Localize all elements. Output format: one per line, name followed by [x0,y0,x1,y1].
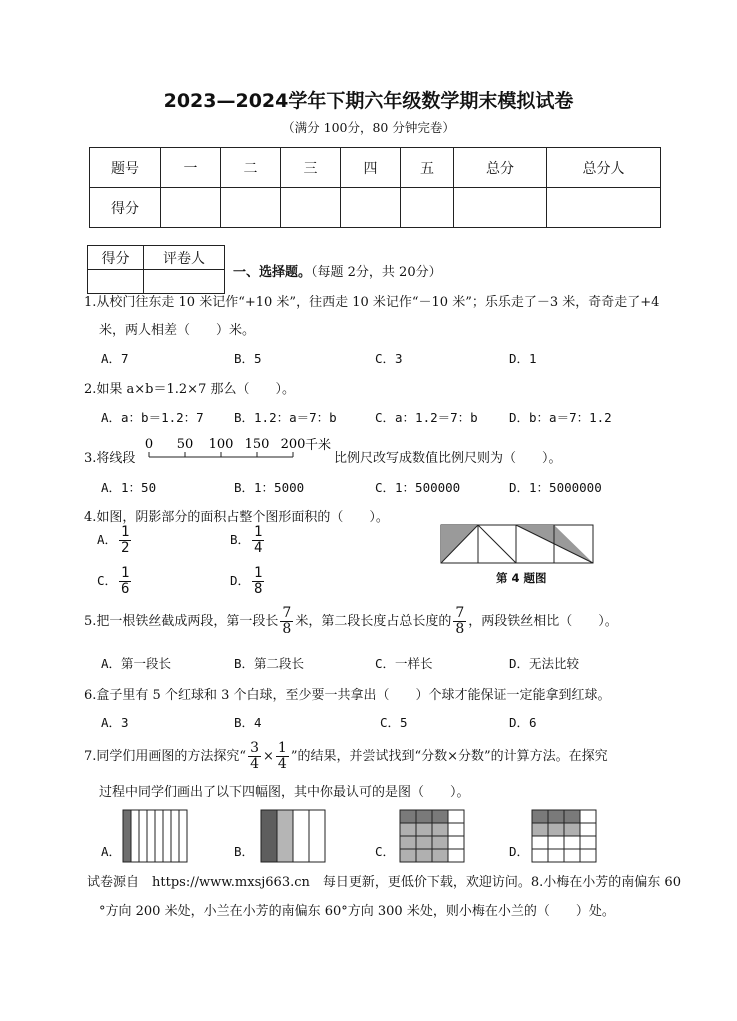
numerator: 1 [277,740,287,756]
score-blank[interactable] [454,188,547,228]
scale-label: 200 [280,437,306,452]
scale-bar [143,434,338,466]
q3-option-d[interactable]: D．1：5000000 [509,480,602,495]
scale-unit: 千米 [305,438,332,453]
q2-option-d[interactable]: D．b：a＝7：1.2 [509,410,612,425]
shaded-strip [277,810,293,862]
q6-option-a[interactable]: A．3 [101,715,129,730]
q3-option-b[interactable]: B．1：5000 [234,480,305,495]
q4-figure-caption: 第 4 题图 [496,571,547,585]
q3-option-c[interactable]: C．1：500000 [375,480,461,495]
option-letter: C． [97,573,118,588]
q5-option-d[interactable]: D．无法比较 [509,656,580,671]
q7-option-c[interactable]: C． [375,844,396,859]
score-cell: 三 [281,148,341,188]
numerator: 3 [250,740,259,756]
fraction [248,741,261,772]
score-blank[interactable] [341,188,401,228]
q5-text: 5.把一根铁丝截成两段，第一段长 [84,614,279,629]
numerator: 1 [254,565,263,581]
q1-line2: 米，两人相差（ ）米。 [99,323,256,338]
q6-option-d[interactable]: D．6 [509,715,537,730]
exam-subtitle: （满分 100分，80 分钟完卷） [282,120,455,135]
score-cell: 得分 [90,188,161,228]
q4-option-b[interactable] [230,525,266,556]
denominator: 4 [250,756,259,772]
numerator: 7 [455,605,465,621]
score-blank[interactable] [401,188,454,228]
q1-line1: 1.从校门往东走 10 米记作“+10 米”，往西走 10 米记作“－10 米”；乐乐走了－3 米，奇奇走了+4 [84,295,660,310]
q3-prefix: 3.将线段 [84,451,136,466]
denominator: 8 [282,621,292,637]
q4-option-d[interactable] [230,566,266,597]
q3-suffix: 比例尺改写成数值比例尺则为（ ）。 [334,451,562,466]
q1-option-c[interactable]: C．3 [375,351,403,366]
q7-figure-d[interactable] [531,809,599,864]
q6-text: 6.盒子里有 5 个红球和 3 个白球，至少要一共拿出（ ）个球才能保证一定能拿到红球。 [84,688,611,703]
q5-option-c[interactable]: C．一样长 [375,656,433,671]
q7-text: 7.同学们用画图的方法探究“ [84,749,247,764]
score-cell: 一 [161,148,221,188]
section-heading [233,261,442,280]
q5-option-a[interactable]: A．第一段长 [101,656,172,671]
fraction [276,741,289,772]
denominator: 8 [455,621,465,637]
shaded-area [400,810,448,823]
q4-option-a[interactable] [97,525,133,556]
grader-score-label: 得分 [88,246,144,270]
score-cell: 五 [401,148,454,188]
q5-text: 米，第二段长度占总长度的 [295,614,452,629]
score-table-header-row [90,148,661,188]
denominator: 4 [254,540,263,556]
q3-option-a[interactable]: A．1：50 [101,480,157,495]
q2-text: 2.如果 a×b＝1.2×7 那么（ ）。 [84,382,295,397]
option-letter: D． [230,573,251,588]
q7-line2: 过程中同学们画出了以下四幅图，其中你最认可的是图（ ）。 [99,785,470,800]
score-blank[interactable] [281,188,341,228]
times-sign: × [262,749,274,764]
fraction [280,606,293,637]
shaded-area [532,810,580,823]
q5-line [84,606,618,637]
fraction [119,566,131,597]
denominator: 2 [121,540,130,556]
q5-text: ，两段铁丝相比（ ）。 [468,614,618,629]
exam-title: 2023—2024学年下期六年级数学期末模拟试卷 [163,90,574,112]
grader-name-label: 评卷人 [144,246,225,270]
q8-line2: °方向 200 米处，小兰在小芳的南偏东 60°方向 300 米处，则小梅在小兰的（ ）处。 [99,904,615,919]
q7-figure-a[interactable] [122,809,188,864]
grader-score-blank[interactable] [88,270,144,294]
q4-figure [440,524,595,566]
q6-option-c[interactable]: C．5 [380,715,408,730]
q1-option-a[interactable]: A．7 [101,351,129,366]
q5-option-b[interactable]: B．第二段长 [234,656,305,671]
score-cell: 四 [341,148,401,188]
q7-option-a[interactable]: A． [101,844,122,859]
grader-name-blank[interactable] [144,270,225,294]
grader-table [87,245,225,294]
q4-option-c[interactable] [97,566,133,597]
q2-option-c[interactable]: C．a：1.2＝7：b [375,410,478,425]
q2-option-a[interactable]: A．a：b＝1.2：7 [101,410,204,425]
q4-text: 4.如图，阴影部分的面积占整个图形面积的（ ）。 [84,510,389,525]
option-letter: B． [230,532,251,547]
source-note-line1: 试卷源自 https://www.mxsj663.cn 每日更新，更低价下载，欢迎访问。8.小梅在小芳的南偏东 60 [87,875,681,890]
fraction [252,566,264,597]
denominator: 8 [254,581,263,597]
denominator: 6 [121,581,130,597]
q7-text: ”的结果，并尝试找到“分数×分数”的计算方法。在探究 [290,749,608,764]
q7-option-b[interactable]: B． [234,844,255,859]
score-cell: 二 [221,148,281,188]
shaded-area [532,823,580,836]
scale-label: 150 [244,437,270,452]
score-cell: 总分 [454,148,547,188]
q7-line1 [84,741,608,772]
q7-figure-c[interactable] [399,809,467,864]
fraction [119,525,131,556]
q2-option-b[interactable]: B．1.2：a＝7：b [234,410,337,425]
fraction [252,525,264,556]
scale-label: 50 [176,437,194,452]
score-table-row [90,188,661,228]
scale-label: 100 [208,437,234,452]
shaded-strip [261,810,277,862]
score-blank[interactable] [161,188,221,228]
shaded-strip [123,810,131,862]
q7-option-d[interactable]: D． [509,844,530,859]
q6-option-b[interactable]: B．4 [234,715,262,730]
score-blank[interactable] [547,188,661,228]
numerator: 1 [254,524,263,540]
section-note: （每题 2分，共 20分） [311,265,442,280]
q1-option-d[interactable]: D．1 [509,351,537,366]
numerator: 1 [121,524,130,540]
q7-figure-b[interactable] [260,809,326,864]
score-table [89,147,661,228]
score-cell: 题号 [90,148,161,188]
denominator: 4 [277,756,287,772]
fraction [453,606,466,637]
option-letter: A． [97,532,118,547]
score-cell: 总分人 [547,148,661,188]
section-name: 一、选择题。 [233,265,312,280]
q1-option-b[interactable]: B．5 [234,351,262,366]
score-blank[interactable] [221,188,281,228]
numerator: 1 [121,565,130,581]
scale-label: 0 [144,437,154,452]
numerator: 7 [282,605,292,621]
